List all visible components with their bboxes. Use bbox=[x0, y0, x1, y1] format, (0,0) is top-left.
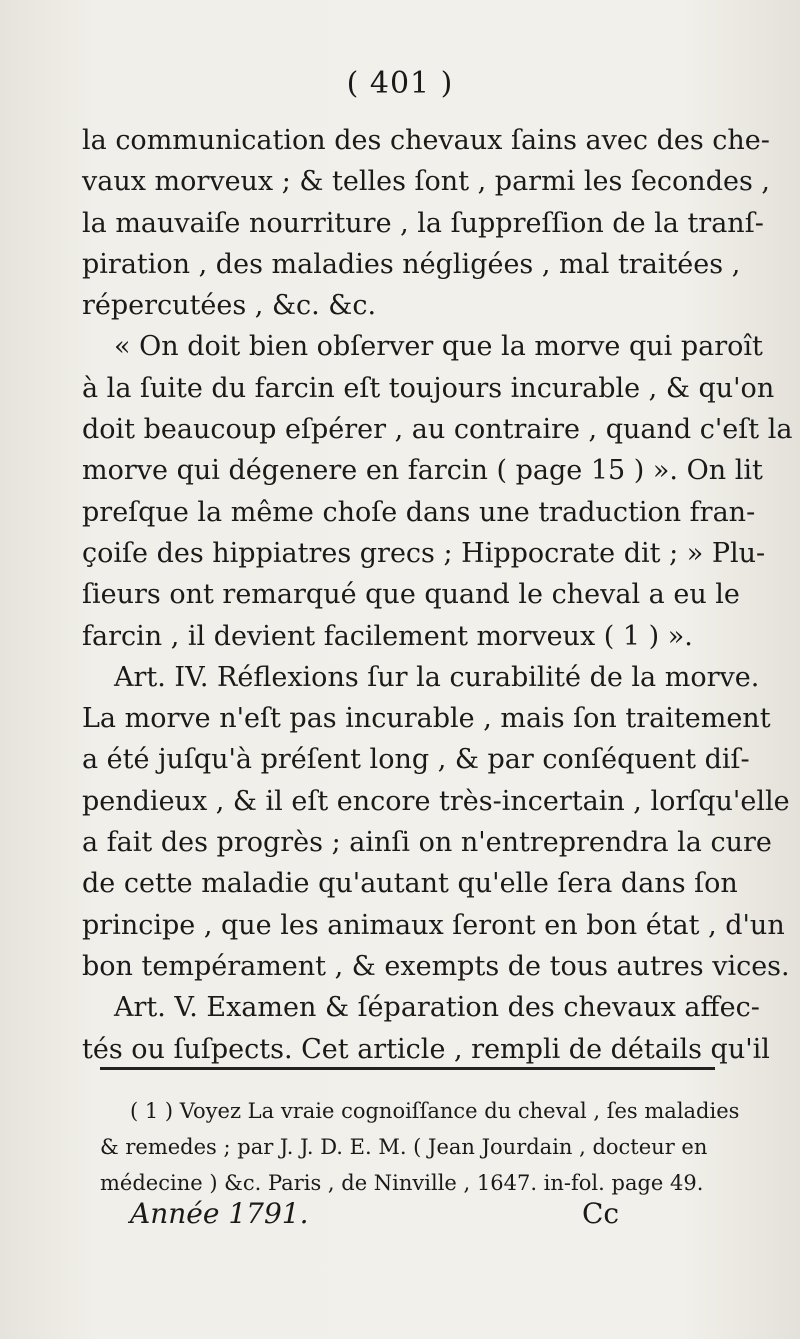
text-line: morve qui dégenere en farcin ( page 15 ) ». On lit bbox=[82, 455, 763, 487]
footnote-line: médecine ) &c. Paris , de Ninville , 1647. in-fol. page 49. bbox=[100, 1171, 704, 1195]
footnote bbox=[100, 1093, 740, 1201]
text-line: doit beaucoup eſpérer , au contraire , quand c'eſt la bbox=[82, 414, 793, 446]
text-line: principe , que les animaux ſeront en bon état , d'un bbox=[82, 909, 785, 941]
page-number: ( 401 ) bbox=[346, 66, 454, 101]
text-line: la communication des chevaux ſains avec des che- bbox=[82, 125, 770, 156]
text-line: vaux morveux ; & telles ſont , parmi les ſecondes , bbox=[82, 166, 770, 198]
text-line: farcin , il devient facilement morveux ( 1 ) ». bbox=[82, 620, 693, 652]
footnote-line: ( 1 ) Voyez La vraie cognoiſſance du cheval , ſes maladies bbox=[130, 1099, 740, 1123]
text-line: a fait des progrès ; ainſi on n'entreprendra la cure bbox=[82, 827, 772, 859]
text-line: piration , des maladies négligées , mal traitées , bbox=[82, 248, 741, 280]
text-line: de cette maladie qu'autant qu'elle ſera dans ſon bbox=[82, 868, 738, 900]
text-line: pendieux , & il eſt encore très-incertain , lorſqu'elle bbox=[82, 785, 790, 817]
text-line: ſieurs ont remarqué que quand le cheval a eu le bbox=[82, 579, 740, 611]
text-line: « On doit bien obſerver que la morve qui paroît bbox=[114, 331, 763, 363]
footnote-rule bbox=[100, 1067, 715, 1070]
section-heading: Art. IV. Réflexions ſur la curabilité de la morve. bbox=[114, 661, 760, 693]
text-line: la mauvaiſe nourriture , la ſuppreſſion de la tranſ- bbox=[82, 207, 764, 239]
text-line: à la ſuite du farcin eſt toujours incurable , & qu'on bbox=[82, 372, 775, 404]
text-line: preſque la même choſe dans une traduction fran- bbox=[82, 496, 756, 528]
text-line: a été juſqu'à préſent long , & par conſéquent diſ- bbox=[82, 744, 750, 776]
section-heading: Art. V. Examen & ſéparation des chevaux affec- bbox=[114, 992, 760, 1024]
text-line: bon tempérament , & exempts de tous autres vices. bbox=[82, 950, 790, 982]
year-label: Année 1791. bbox=[130, 1197, 309, 1230]
text-line: La morve n'eſt pas incurable , mais ſon traitement bbox=[82, 703, 771, 735]
main-text bbox=[82, 120, 793, 1070]
footnote-line: & remedes ; par J. J. D. E. M. ( Jean Jourdain , docteur en bbox=[100, 1135, 708, 1159]
text-line: çoiſe des hippiatres grecs ; Hippocrate dit ; » Plu- bbox=[82, 537, 766, 569]
signature-mark: Cc bbox=[582, 1197, 620, 1230]
text-line: répercutées , &c. &c. bbox=[82, 290, 377, 322]
text-line: tés ou ſuſpects. Cet article , rempli de détails qu'il bbox=[82, 1033, 770, 1065]
